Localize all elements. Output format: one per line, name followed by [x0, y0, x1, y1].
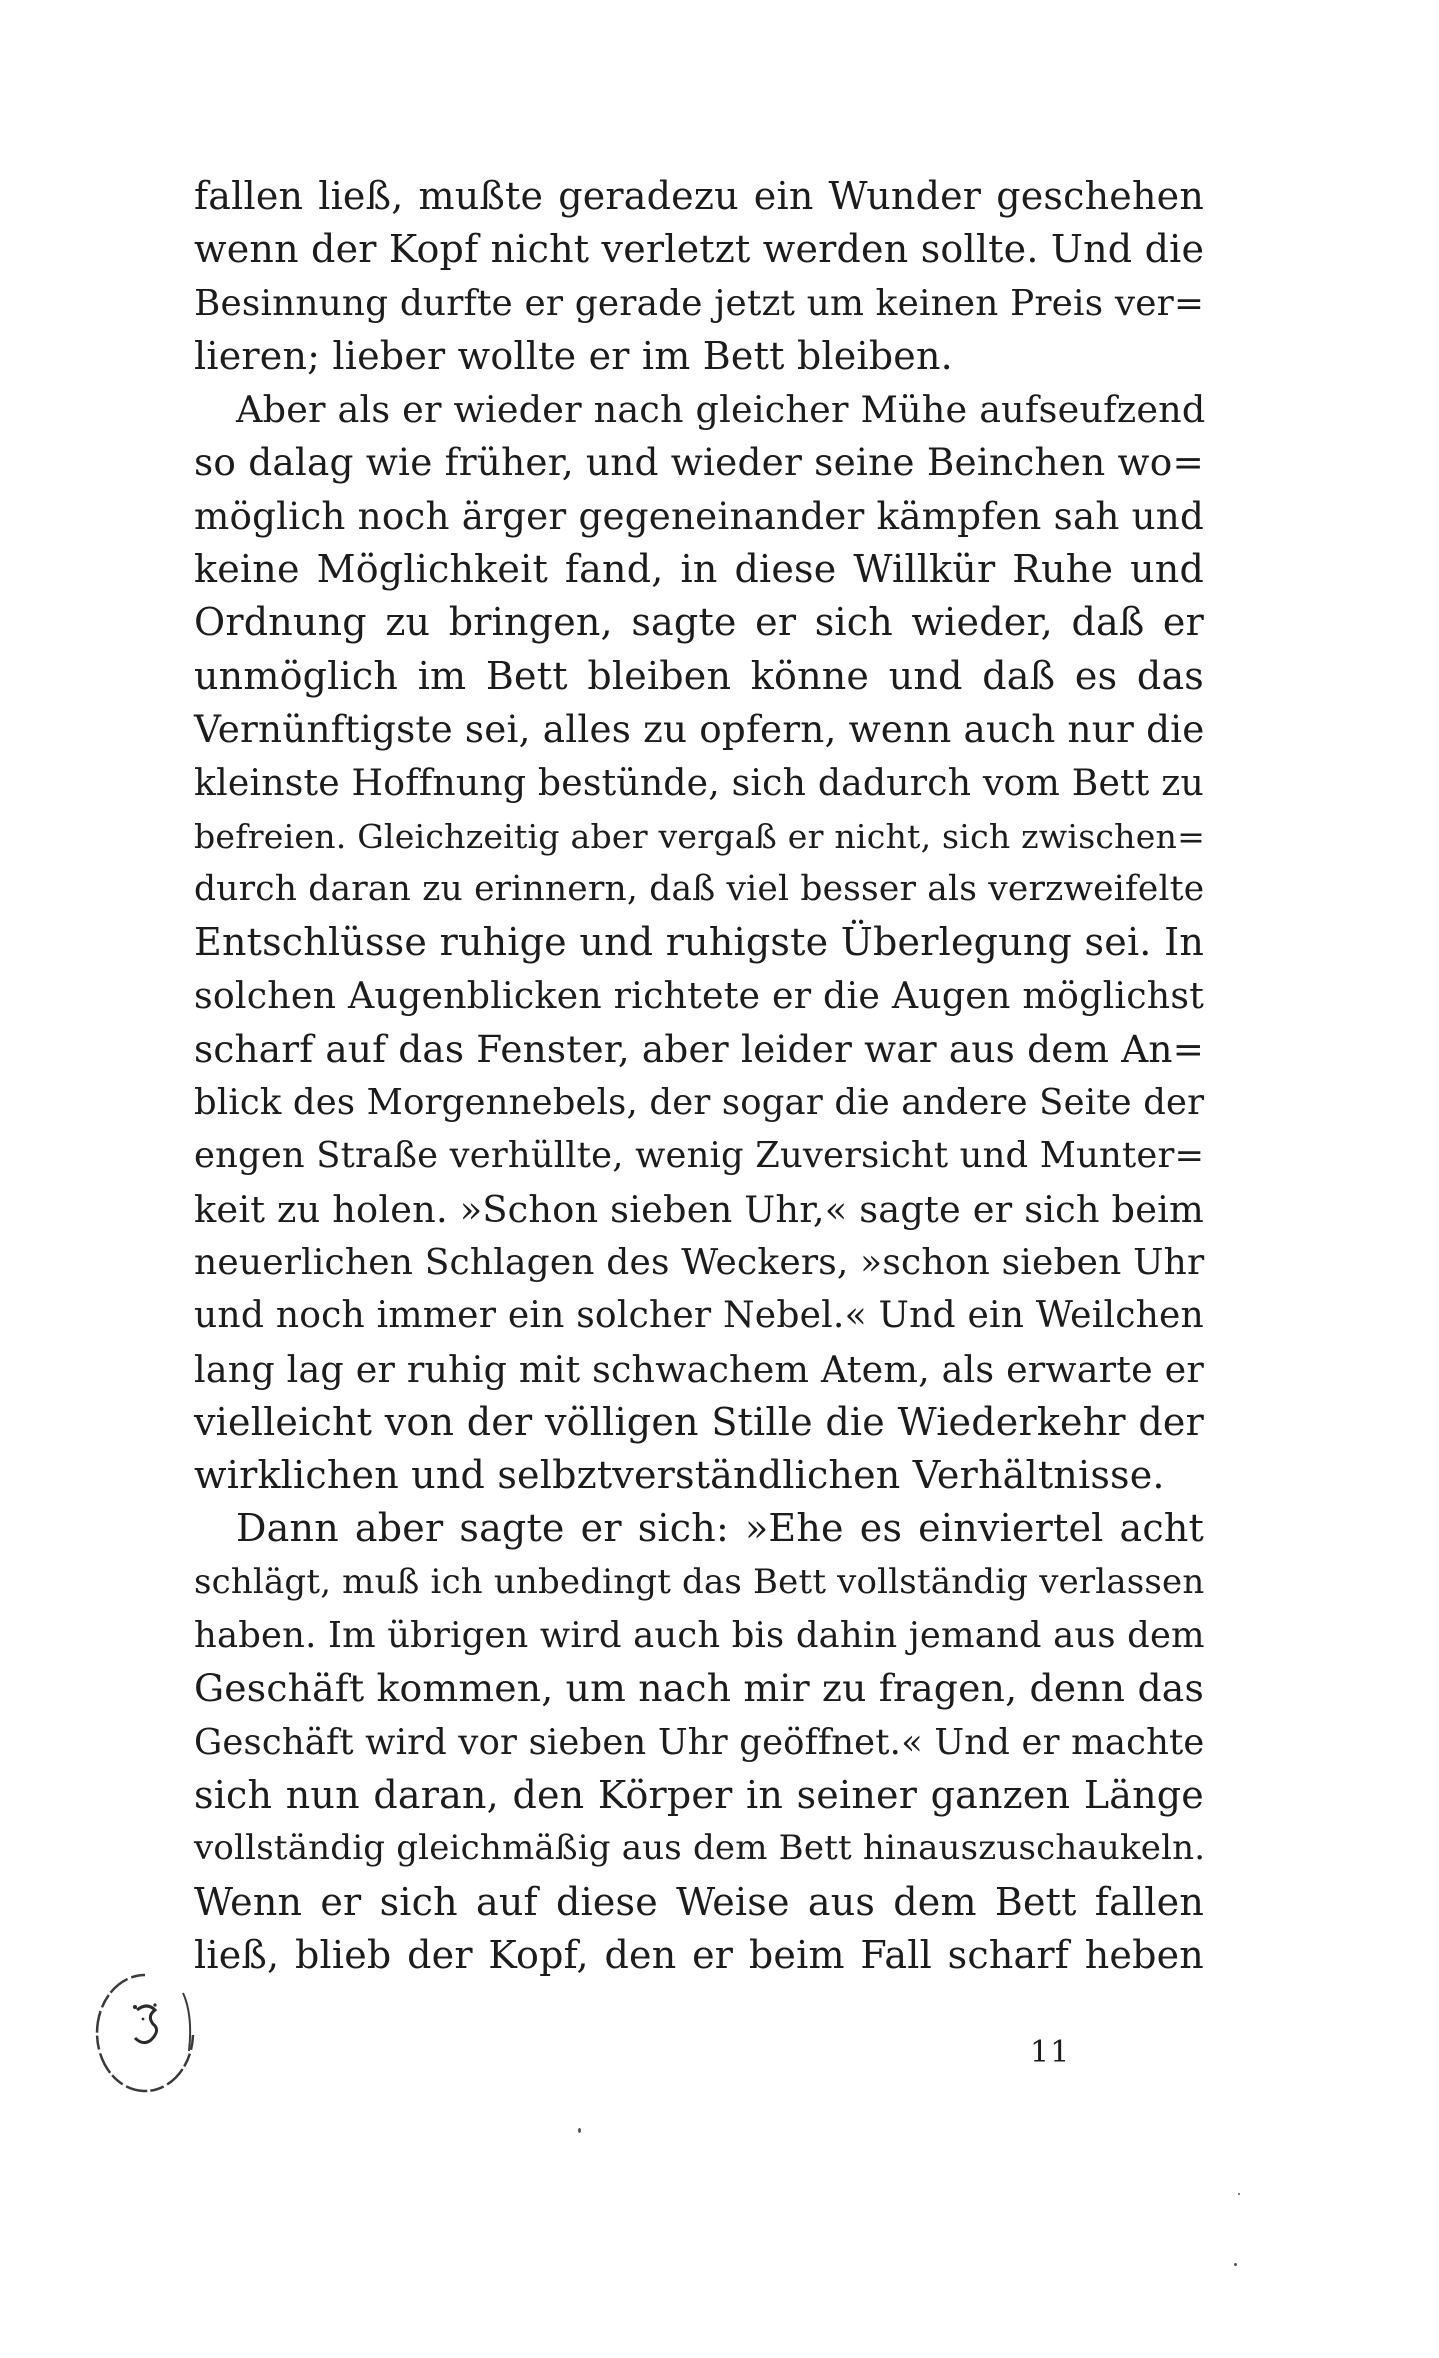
text-line: wenn der Kopf nicht verletzt werden sollte. Und die: [194, 227, 1205, 272]
body-text: [194, 170, 1204, 1982]
text-line: und noch immer ein solcher Nebel.« Und ein Weilchen: [194, 1294, 1204, 1337]
text-line: befreien. Gleichzeitig aber vergaß er nicht, sich zwischen=: [194, 816, 1206, 856]
scan-speck: [578, 2128, 581, 2133]
text-line: Wenn er sich auf diese Weise aus dem Bett fallen: [194, 1879, 1204, 1924]
text-line: engen Straße verhüllte, wenig Zuversicht und Munter=: [194, 1135, 1205, 1177]
text-line: solchen Augenblicken richtete er die Augen möglichst: [194, 974, 1204, 1018]
text-line: vielleicht von der völligen Stille die Wiederkehr der: [194, 1399, 1204, 1444]
text-line: keit zu holen. »Schon sieben Uhr,« sagte er sich beim: [194, 1187, 1205, 1231]
text-line: durch daran zu erinnern, daß viel besser als verzweifelte: [194, 868, 1205, 909]
paragraph-2: [194, 383, 1204, 1502]
text-line: unmöglich im Bett bleiben könne und daß es das: [194, 653, 1204, 698]
text-line: fallen ließ, mußte geradezu ein Wunder geschehen: [194, 174, 1204, 218]
paragraph-1: [194, 170, 1204, 383]
text-line: haben. Im übrigen wird auch bis dahin jemand aus dem: [194, 1615, 1205, 1657]
text-line: lieren; lieber wollte er im Bett bleiben.: [194, 333, 953, 378]
text-line: schlägt, muß ich unbedingt das Bett vollständig verlassen: [194, 1561, 1205, 1602]
paragraph-3: [194, 1502, 1204, 1982]
text-line: Entschlüsse ruhige und ruhigste Überlegung sei. In: [194, 920, 1204, 965]
text-line: Geschäft kommen, um nach mir zu fragen, denn das: [194, 1666, 1204, 1711]
text-line: scharf auf das Fenster, aber leider war aus dem An=: [194, 1026, 1205, 1071]
text-line: möglich noch ärger gegeneinander kämpfen sah und: [194, 493, 1204, 538]
text-line: Geschäft wird vor sieben Uhr geöffnet.« Und er machte: [194, 1721, 1205, 1763]
text-line: sich nun daran, den Körper in seiner ganzen Länge: [194, 1772, 1204, 1817]
text-line: keine Möglichkeit fand, in diese Willkür Ruhe und: [194, 547, 1204, 592]
library-stamp-icon: [85, 1955, 205, 2095]
text-line: lang lag er ruhig mit schwachem Atem, als erwarte er: [194, 1347, 1204, 1391]
text-line: blick des Morgennebels, der sogar die andere Seite der: [194, 1082, 1205, 1124]
text-line: vollständig gleichmäßig aus dem Bett hinauszuschaukeln.: [194, 1828, 1206, 1869]
text-line: kleinste Hoffnung bestünde, sich dadurch vom Bett zu: [194, 761, 1204, 805]
scan-speck: [1234, 2263, 1237, 2266]
text-line: Ordnung zu bringen, sagte er sich wieder, daß er: [194, 600, 1204, 645]
text-line: wirklichen und selbztverständlichen Verhältnisse.: [194, 1453, 1165, 1498]
scan-speck: [1238, 2193, 1240, 2195]
page-number: 11: [1030, 2035, 1071, 2070]
text-line: so dalag wie früher, und wieder seine Beinchen wo=: [194, 440, 1204, 485]
text-line: Vernünftigste sei, alles zu opfern, wenn auch nur die: [194, 706, 1205, 751]
text-line: neuerlichen Schlagen des Weckers, »schon sieben Uhr: [194, 1241, 1205, 1283]
text-line: Aber als er wieder nach gleicher Mühe aufseufzend: [236, 388, 1206, 432]
text-line: ließ, blieb der Kopf, den er beim Fall scharf heben: [194, 1932, 1204, 1977]
text-line: Besinnung durfte er gerade jetzt um keinen Preis ver=: [194, 282, 1205, 324]
text-line: Dann aber sagte er sich: »Ehe es einviertel acht: [236, 1506, 1204, 1551]
